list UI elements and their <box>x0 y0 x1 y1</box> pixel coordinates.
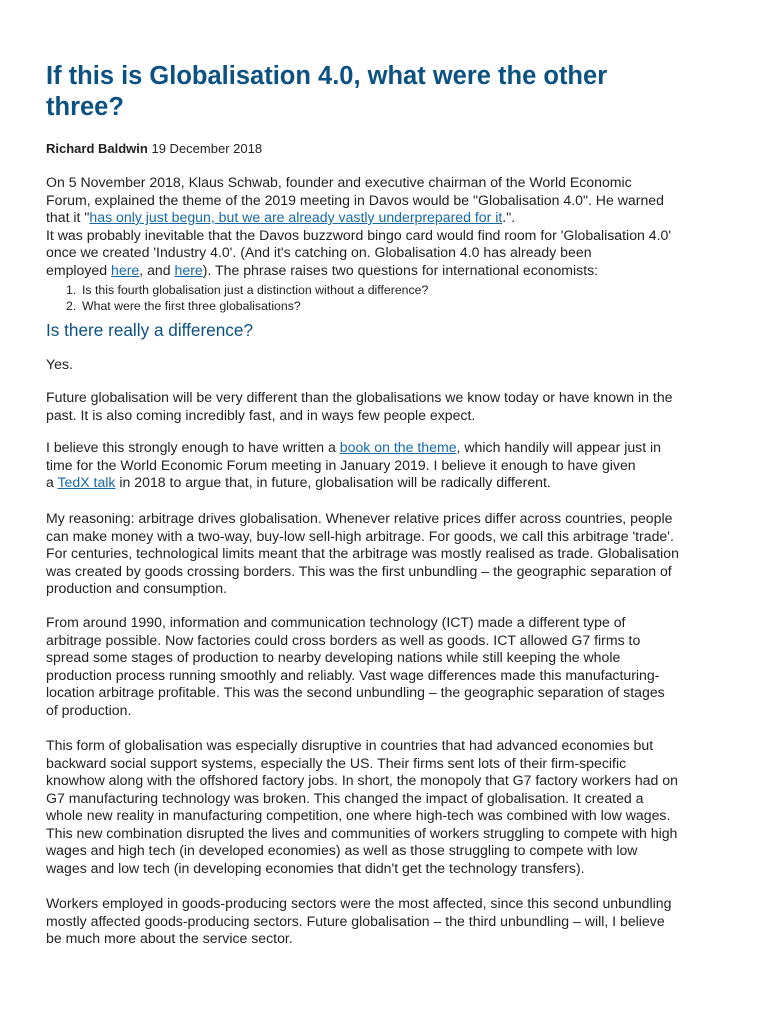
text: .". <box>502 209 516 225</box>
text-line: spread some stages of production to nearby developing nations while still keeping the whole <box>46 649 621 665</box>
paragraph <box>46 614 736 719</box>
text-line: time for the World Economic Forum meeting in January 2019. I believe it enough to have given <box>46 456 636 473</box>
text-line: This form of globalisation was especially disruptive in countries that had advanced economies but <box>46 737 654 753</box>
paragraph <box>46 389 736 424</box>
text-line: can make money with a two-way, buy-low sell-high arbitrage. For goods, we call this arbitrage 'trade'. <box>46 527 674 544</box>
paragraph <box>46 737 736 877</box>
questions-list <box>46 282 736 314</box>
text-line: be much more about the service sector. <box>46 930 293 946</box>
intro-paragraph <box>46 174 736 279</box>
byline <box>46 141 262 157</box>
paragraph <box>46 895 736 948</box>
text: I believe this strongly enough to have written a <box>46 439 340 455</box>
text-line: of production. <box>46 701 132 718</box>
text-line: production process running smoothly and reliably. Vast wage differences made this manufacturing- <box>46 666 660 683</box>
text-line: My reasoning: arbitrage drives globalisation. Whenever relative prices differ across countries, people <box>46 510 673 526</box>
text: , and <box>139 261 175 278</box>
text-line: This new combination disrupted the lives and communities of workers struggling to compete with high <box>46 824 678 841</box>
here-link-1[interactable]: here <box>111 261 140 278</box>
text-line: was created by goods crossing borders. This was the first unbundling – the geographic separation of <box>46 562 672 579</box>
title-line-1: If this is Globalisation 4.0, what were the other <box>46 62 608 90</box>
text: ). The phrase raises two questions for international economists: <box>202 261 599 278</box>
list-number: 2. <box>66 299 77 313</box>
text-line: wages and high tech (in developed economies) as well as those struggling to compete with low <box>46 842 638 858</box>
intro-line <box>46 262 736 280</box>
text-line: whole new reality in manufacturing competition, one where high-tech was combined with low wages. <box>46 807 671 823</box>
quote-link[interactable]: has only just begun, but we are already vastly underprepared for it <box>89 209 503 225</box>
title-line-2: three? <box>46 93 124 121</box>
publish-date: 19 December 2018 <box>151 141 263 156</box>
text-line: For centuries, technological limits meant that the arbitrage was mostly realised as trade. Globalisation <box>46 545 679 561</box>
intro-line: It was probably inevitable that the Davos buzzword bingo card would find room for 'Globalisation 4.0' <box>46 226 672 243</box>
here-link-2[interactable]: here <box>174 261 203 278</box>
text-line: past. It is also coming incredibly fast, and in ways few people expect. <box>46 406 476 423</box>
article-title <box>46 61 736 123</box>
section-heading: Is there really a difference? <box>46 320 254 340</box>
paragraph-yes <box>46 356 736 374</box>
text-line: arbitrage possible. Now factories could cross borders as well as goods. ICT allowed G7 firms to <box>46 631 641 648</box>
text-line: Future globalisation will be very different than the globalisations we know today or have known in the <box>46 389 673 405</box>
intro-line <box>46 209 736 227</box>
text: , which handily will appear just in <box>456 439 662 455</box>
text-line: backward social support systems, especially the US. Their firms sent lots of their firm-specific <box>46 754 627 771</box>
text-line: knowhow along with the offshored factory jobs. In short, the monopoly that G7 factory workers had on <box>46 772 678 788</box>
list-text: What were the first three globalisations? <box>82 299 301 313</box>
text-line: wages and low tech (in developing economies that didn't get the technology transfers). <box>46 859 585 876</box>
text-line: From around 1990, information and communication technology (ICT) made a different type of <box>46 614 626 630</box>
text: in 2018 to argue that, in future, globalisation will be radically different. <box>115 474 551 490</box>
list-number: 1. <box>66 283 77 297</box>
text: that it " <box>46 209 90 225</box>
text-line: G7 manufacturing technology was broken. This changed the impact of globalisation. It created a <box>46 789 644 806</box>
text-line: location arbitrage profitable. This was the second unbundling – the geographic separation of stages <box>46 684 665 700</box>
author-name: Richard Baldwin <box>46 141 148 156</box>
text: employed <box>46 261 112 278</box>
list-item <box>46 298 736 314</box>
list-text: Is this fourth globalisation just a distinction without a difference? <box>82 283 429 297</box>
text-line: Yes. <box>46 356 73 372</box>
paragraph <box>46 439 736 492</box>
text-line <box>46 439 736 457</box>
intro-line: On 5 November 2018, Klaus Schwab, founder and executive chairman of the World Economic <box>46 174 632 190</box>
text: a <box>46 474 58 490</box>
intro-line: Forum, explained the theme of the 2019 meeting in Davos would be "Globalisation 4.0". He warned <box>46 191 664 208</box>
text-line: Workers employed in goods-producing sectors were the most affected, since this second unbundling <box>46 895 672 911</box>
text-line: production and consumption. <box>46 580 227 596</box>
text-line <box>46 474 736 492</box>
list-item <box>46 282 736 298</box>
paragraph <box>46 510 736 598</box>
intro-line: once we created 'Industry 4.0'. (And it's catching on. Globalisation 4.0 has already been <box>46 244 592 260</box>
book-link[interactable]: book on the theme <box>339 439 457 455</box>
tedx-link[interactable]: TedX talk <box>57 474 116 490</box>
text-line: mostly affected goods-producing sectors. Future globalisation – the third unbundling – will, I believe <box>46 912 665 929</box>
